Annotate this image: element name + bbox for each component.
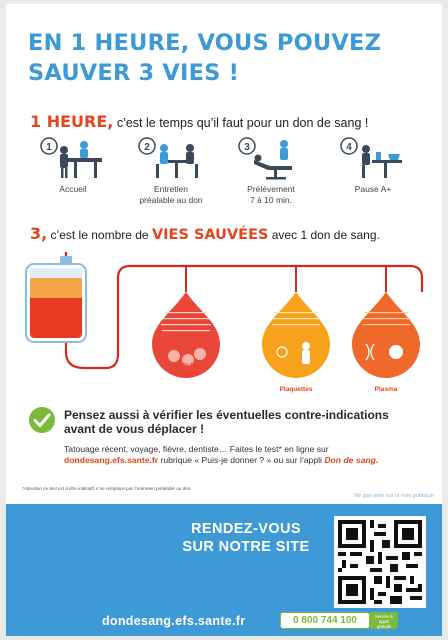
free-service-badge: Service & appel gratuits <box>370 612 398 629</box>
headline-line-2: SAUVER 3 VIES ! <box>28 60 240 86</box>
step-label: Accueil <box>59 184 87 194</box>
step-label: Pause A+ <box>354 184 392 194</box>
drop-label-plasma: Plasma <box>374 386 398 393</box>
footnote: *Attention ce test est à titre indicatif, il ne remplace pas l’entretien préalable au don. <box>22 486 192 491</box>
reception-icon <box>38 136 108 182</box>
check-circle-icon <box>28 406 56 434</box>
time-text: c’est le temps qu’il faut pour un don de sang ! <box>113 116 369 130</box>
test-site-link[interactable]: dondesang.efs.sante.fr <box>64 455 159 465</box>
interview-icon <box>136 136 206 182</box>
step-donation <box>226 136 316 205</box>
svg-text:4: 4 <box>346 142 352 153</box>
lives-subtitle: 3, c’est le nombre de VIES SAUVÉES avec 1 don de sang. <box>30 224 380 243</box>
step-number: 1 <box>46 142 52 153</box>
step-break <box>328 136 418 195</box>
drop-label-red-cells: Globules rouges <box>172 362 200 377</box>
headline-line-1: EN 1 HEURE, VOUS POUVEZ <box>28 30 382 56</box>
drop-label-platelets: Plaquettes <box>279 386 313 393</box>
step-label: Prélèvement 7 à 10 min. <box>247 184 295 205</box>
time-subtitle <box>30 112 430 131</box>
app-name: Don de sang. <box>324 455 379 465</box>
blood-bag-diagram <box>6 252 442 402</box>
phone-number[interactable]: 0 800 744 100 <box>280 612 370 629</box>
step-label: Entretien préalable au don <box>139 184 203 205</box>
headline <box>28 28 428 88</box>
litter-notice: Ne pas jeter sur la voie publique <box>354 493 434 499</box>
drop-plasma <box>352 292 420 378</box>
flyer <box>6 4 442 636</box>
donation-chair-icon <box>236 136 306 182</box>
contraindications-heading: Pensez aussi à vérifier les éventuelles contre-indications avant de vous déplacer ! <box>64 408 389 436</box>
lives-highlight: VIES SAUVÉES <box>151 227 269 243</box>
footer-website-link[interactable]: dondesang.efs.sante.fr <box>102 614 246 628</box>
qr-code[interactable] <box>334 516 426 608</box>
contraindications-text: Tatouage récent, voyage, fièvre, dentiste… Faites le test* en ligne sur dondesang.efs.sante.fr rubrique « Puis-je donner ? » ou sur l’appli Don de sang. <box>64 444 379 465</box>
qr-code-icon <box>338 520 422 604</box>
step-interview <box>126 136 216 205</box>
blood-bag-icon <box>26 256 86 342</box>
footer-band <box>6 504 442 636</box>
cta-text: RENDEZ-VOUS SUR NOTRE SITE <box>182 521 310 555</box>
lives-number: 3, <box>30 224 48 243</box>
snack-break-icon <box>338 136 408 182</box>
svg-text:3: 3 <box>244 142 250 153</box>
time-highlight: 1 HEURE, <box>30 112 114 131</box>
svg-text:2: 2 <box>144 142 150 153</box>
drop-platelets <box>262 292 330 378</box>
donation-steps <box>28 136 424 216</box>
step-reception <box>28 136 118 195</box>
blood-components-illustration <box>6 252 442 402</box>
